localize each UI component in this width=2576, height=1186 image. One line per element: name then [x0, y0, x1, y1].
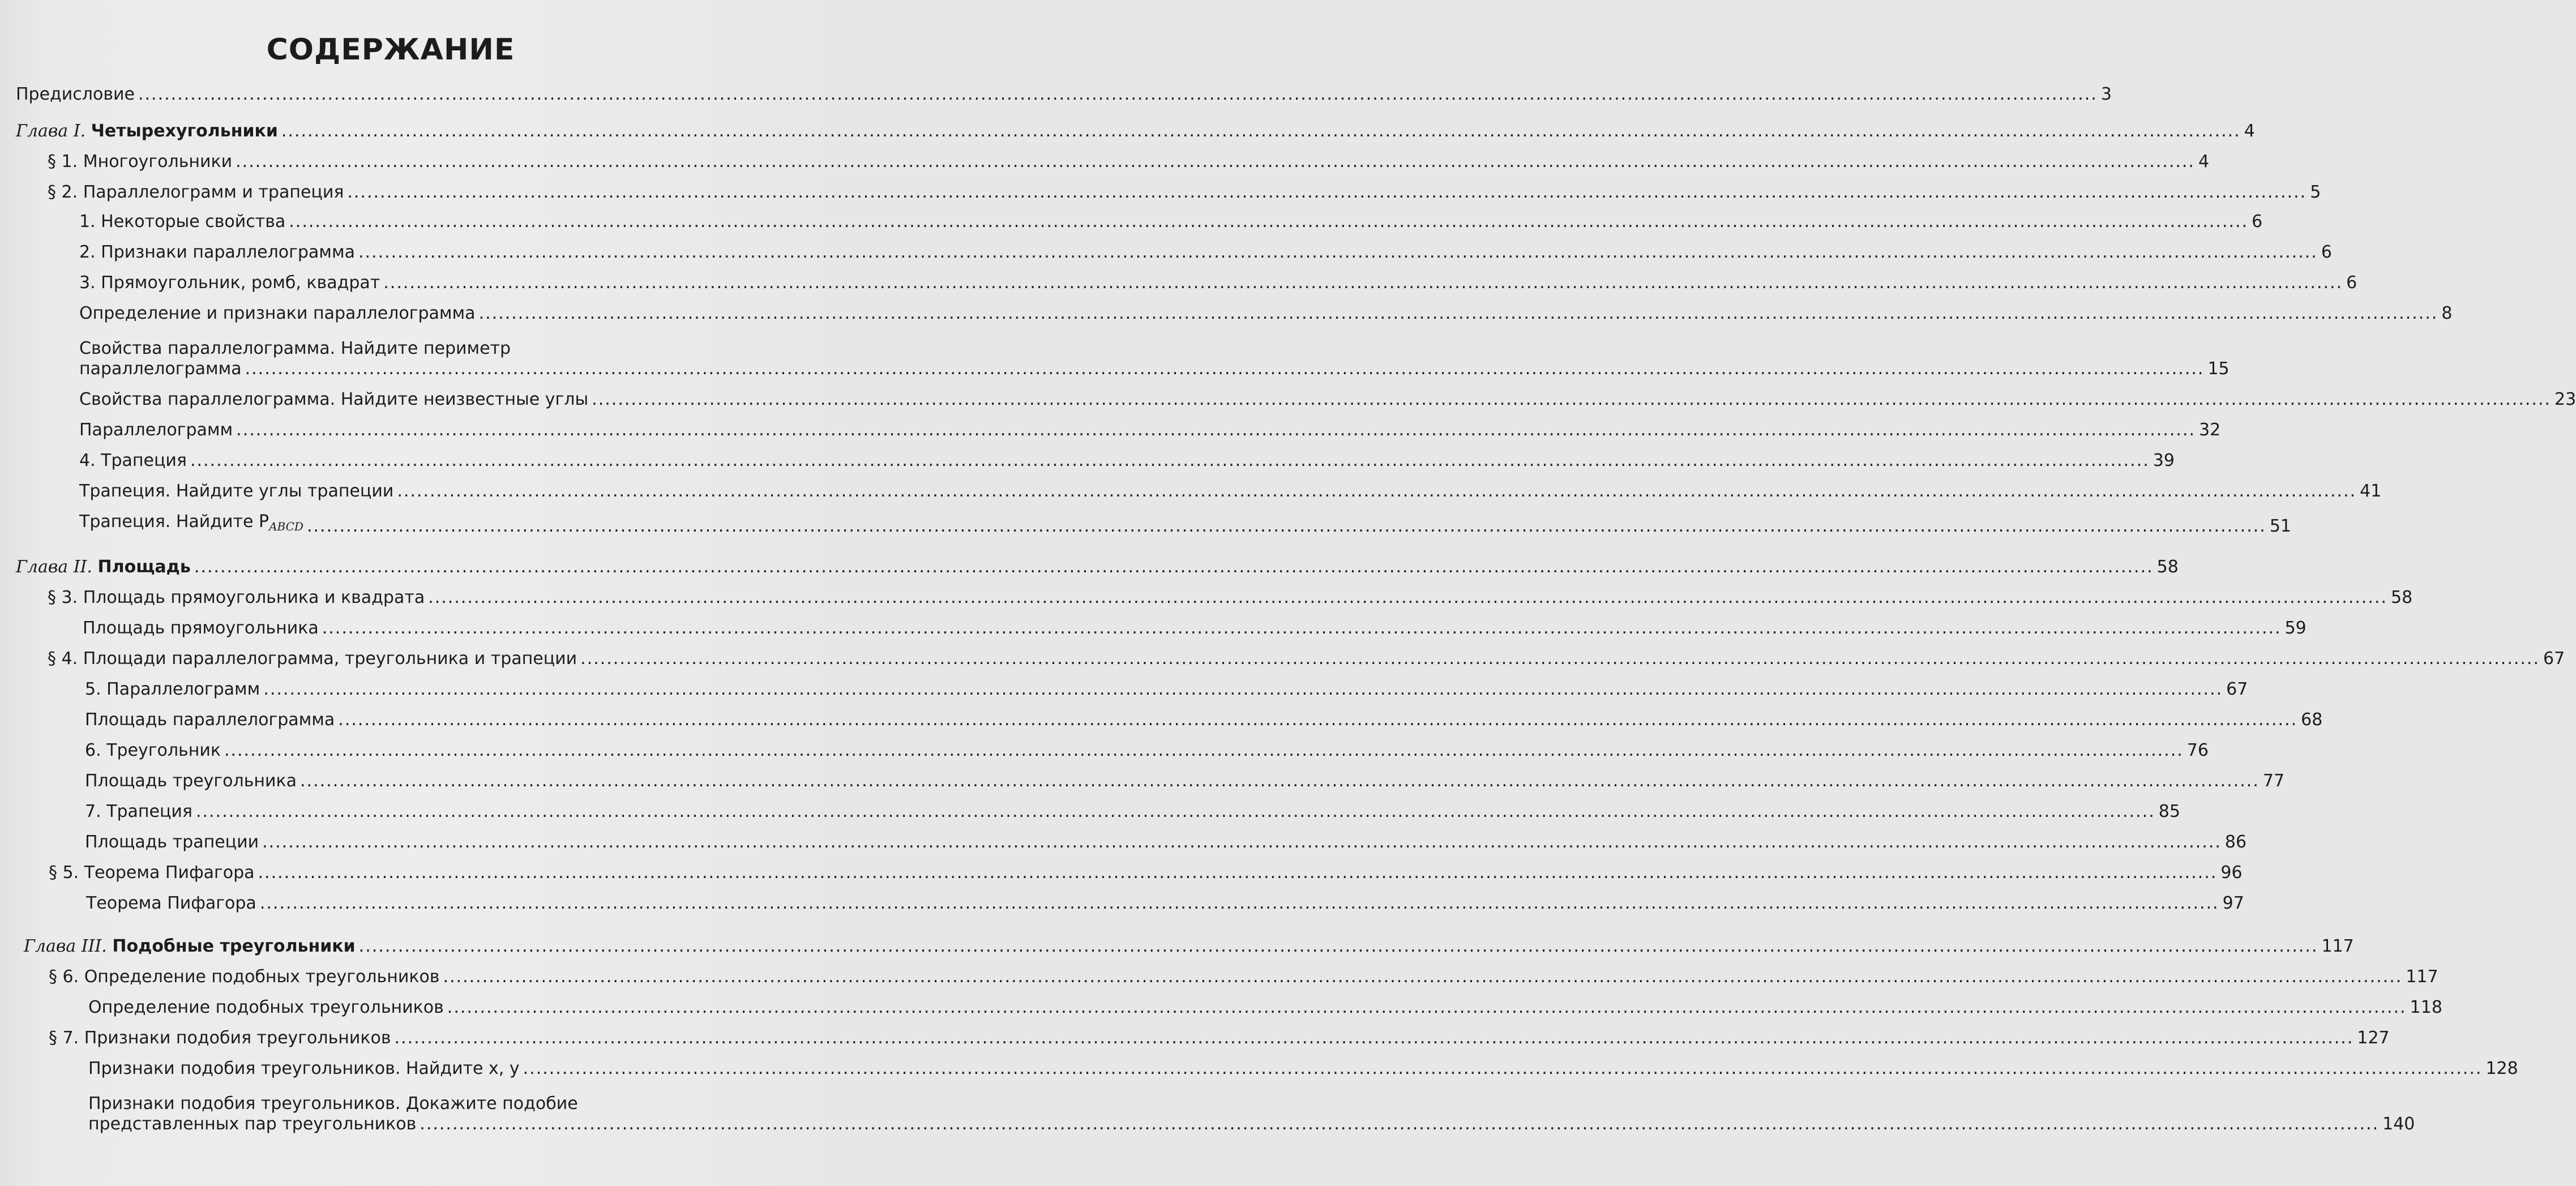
dot-leader: ............................................................................................................................................................................................................................................................................................................ — [447, 997, 2407, 1017]
dot-leader: ............................................................................................................................................................................................................................................................................................................ — [420, 1114, 2380, 1134]
entry-title-line1: Признаки подобия треугольников. Докажите подобие — [88, 1094, 578, 1114]
entry-title — [88, 1114, 416, 1134]
entry-title-text: 4. Трапеция — [79, 451, 187, 470]
dot-leader: ............................................................................................................................................................................................................................................................................................................ — [195, 802, 2155, 821]
toc-entry — [88, 1094, 2415, 1134]
entry-title — [49, 967, 439, 987]
dot-leader: ............................................................................................................................................................................................................................................................................................................ — [263, 679, 2223, 699]
dot-leader: ............................................................................................................................................................................................................................................................................................................ — [289, 212, 2249, 232]
entry-title-text: § 6. Определение подобных треугольников — [49, 967, 440, 987]
entry-title-text: Определение и признаки параллелограмма — [79, 303, 476, 323]
page-number: 5 — [2310, 182, 2321, 202]
page-number: 59 — [2284, 618, 2307, 638]
entry-title-text: представленных пар треугольников — [88, 1114, 417, 1134]
dot-leader: ............................................................................................................................................................................................................................................................................................................ — [478, 303, 2438, 323]
chapter-entry — [16, 121, 2255, 142]
page-number: 4 — [2198, 152, 2210, 172]
entry-title-text: 1. Некоторые свойства — [79, 212, 286, 232]
page-number: 32 — [2199, 420, 2221, 440]
entry-title-text: § 7. Признаки подобия треугольников — [49, 1028, 391, 1048]
entry-title — [48, 182, 344, 203]
entry-title — [49, 863, 255, 883]
toc-entry — [85, 679, 2248, 700]
entry-title-text: 7. Трапеция — [85, 802, 192, 821]
page-number: 58 — [2156, 557, 2179, 577]
entry-title — [48, 152, 232, 172]
dot-leader: ............................................................................................................................................................................................................................................................................................................ — [190, 451, 2150, 470]
entry-title-text: Определение подобных треугольников — [88, 997, 444, 1017]
toc-entry — [88, 997, 2442, 1018]
entry-title-text: Площадь прямоугольника — [83, 618, 319, 638]
dot-leader: ............................................................................................................................................................................................................................................................................................................ — [338, 710, 2298, 730]
page-number: 41 — [2360, 481, 2382, 501]
toc-entry — [48, 649, 2565, 669]
entry-title — [16, 84, 135, 105]
page-number: 77 — [2262, 771, 2285, 791]
toc-entry — [85, 710, 2323, 730]
dot-leader: ............................................................................................................................................................................................................................................................................................................ — [259, 893, 2219, 913]
toc-entry — [16, 84, 2112, 105]
entry-title — [83, 618, 319, 639]
entry-title — [79, 389, 588, 410]
chapter-name: Площадь — [97, 557, 191, 577]
entry-title-text: § 3. Площадь прямоугольника и квадрата — [48, 588, 425, 607]
dot-leader: ............................................................................................................................................................................................................................................................................................................ — [592, 389, 2552, 409]
toc-entry — [85, 832, 2247, 853]
page-number: 6 — [2252, 212, 2263, 232]
toc-entry — [79, 242, 2332, 263]
entry-title — [79, 512, 303, 537]
page-number: 68 — [2301, 710, 2323, 730]
entry-title — [79, 451, 187, 471]
page-number: 15 — [2207, 359, 2230, 379]
toc-entry — [83, 618, 2307, 639]
dot-leader: ............................................................................................................................................................................................................................................................................................................ — [236, 152, 2195, 172]
page-number: 117 — [2321, 936, 2354, 956]
dot-leader: ............................................................................................................................................................................................................................................................................................................ — [281, 121, 2241, 141]
toc-entry — [49, 967, 2438, 987]
toc-entry — [79, 389, 2576, 410]
page-number: 23 — [2554, 389, 2576, 409]
toc-entry — [88, 1059, 2518, 1079]
entry-title-text: § 4. Площади параллелограмма, треугольника и трапеции — [48, 649, 577, 669]
entry-title — [48, 649, 577, 669]
chapter-number: Глава III. — [24, 936, 107, 956]
chapter-entry — [16, 557, 2179, 577]
subscript: ABCD — [269, 520, 303, 533]
page-number: 140 — [2382, 1114, 2415, 1134]
entry-title-text: параллелограмма — [79, 359, 242, 379]
dot-leader: ............................................................................................................................................................................................................................................................................................................ — [306, 516, 2266, 536]
entry-title — [79, 481, 393, 502]
dot-leader: ............................................................................................................................................................................................................................................................................................................ — [347, 182, 2307, 202]
entry-title — [85, 740, 221, 761]
entry-title — [79, 212, 285, 232]
entry-title — [48, 588, 425, 608]
toc-entry — [79, 212, 2263, 232]
toc-entry — [79, 451, 2175, 471]
entry-title — [79, 359, 242, 379]
toc-entry — [49, 863, 2243, 883]
page-number: 8 — [2441, 303, 2453, 323]
toc-entry — [86, 893, 2244, 914]
entry-title-text: § 5. Теорема Пифагора — [49, 863, 255, 883]
entry-title-text: Трапеция. Найдите P — [79, 512, 269, 532]
entry-title-text: § 1. Многоугольники — [48, 152, 233, 172]
dot-leader: ............................................................................................................................................................................................................................................................................................................ — [443, 967, 2403, 987]
entry-title-text: Теорема Пифагора — [86, 893, 256, 913]
entry-title-text: Предисловие — [16, 84, 135, 104]
page-number: 39 — [2153, 451, 2175, 470]
page-number: 67 — [2543, 649, 2565, 669]
entry-title-text: Свойства параллелограмма. Найдите неизвестные углы — [79, 389, 589, 409]
page-number: 58 — [2391, 588, 2413, 607]
dot-leader: ............................................................................................................................................................................................................................................................................................................ — [322, 618, 2282, 638]
entry-title-text: Площадь треугольника — [85, 771, 297, 791]
entry-title-text: Площадь параллелограмма — [85, 710, 335, 730]
dot-leader: ............................................................................................................................................................................................................................................................................................................ — [580, 649, 2540, 669]
entry-title — [85, 802, 192, 822]
chapter-title — [16, 121, 278, 142]
dot-leader: ............................................................................................................................................................................................................................................................................................................ — [138, 84, 2098, 104]
entry-title — [79, 420, 233, 440]
chapter-number: Глава II. — [16, 557, 92, 577]
page-number: 118 — [2410, 997, 2442, 1017]
page-number: 3 — [2100, 84, 2112, 104]
page-title: СОДЕРЖАНИЕ — [266, 33, 515, 67]
toc-entry — [85, 771, 2285, 791]
page-number: 117 — [2406, 967, 2438, 987]
toc-entry — [85, 740, 2209, 761]
entry-title — [85, 771, 297, 791]
entry-title — [79, 303, 476, 324]
toc-entry — [79, 512, 2291, 537]
entry-title — [79, 273, 380, 293]
entry-title — [85, 832, 259, 853]
toc-entry — [48, 588, 2413, 608]
chapter-title — [16, 557, 191, 577]
toc-entry — [79, 339, 2230, 379]
entry-title — [88, 1059, 520, 1079]
dot-leader: ............................................................................................................................................................................................................................................................................................................ — [236, 420, 2196, 440]
dot-leader: ............................................................................................................................................................................................................................................................................................................ — [428, 588, 2388, 607]
page-number: 86 — [2224, 832, 2247, 852]
dot-leader: ............................................................................................................................................................................................................................................................................................................ — [258, 863, 2218, 883]
entry-title — [86, 893, 256, 914]
entry-title-line1: Свойства параллелограмма. Найдите периметр — [79, 339, 511, 358]
page-number: 85 — [2158, 802, 2180, 821]
entry-title — [85, 679, 260, 700]
dot-leader: ............................................................................................................................................................................................................................................................................................................ — [358, 936, 2318, 956]
page-number: 97 — [2222, 893, 2244, 913]
toc-entry — [85, 802, 2180, 822]
toc-entry — [48, 182, 2321, 203]
dot-leader: ............................................................................................................................................................................................................................................................................................................ — [394, 1028, 2354, 1048]
chapter-number: Глава I. — [16, 121, 86, 141]
toc-entry — [79, 420, 2221, 440]
page-number: 4 — [2244, 121, 2255, 141]
page-number: 67 — [2226, 679, 2248, 699]
page-number: 6 — [2346, 273, 2357, 293]
toc-entry — [79, 303, 2453, 324]
entry-title — [79, 242, 355, 263]
dot-leader: ............................................................................................................................................................................................................................................................................................................ — [194, 557, 2154, 577]
page-number: 128 — [2485, 1059, 2518, 1078]
dot-leader: ............................................................................................................................................................................................................................................................................................................ — [224, 740, 2184, 760]
entry-title-text: Параллелограмм — [79, 420, 233, 440]
toc-entry — [79, 273, 2357, 293]
dot-leader: ............................................................................................................................................................................................................................................................................................................ — [523, 1059, 2483, 1078]
chapter-name: Четырехугольники — [91, 121, 278, 141]
entry-title-text: 5. Параллелограмм — [85, 679, 260, 699]
entry-title-text: § 2. Параллелограмм и трапеция — [48, 182, 344, 202]
page-number: 6 — [2321, 242, 2332, 262]
chapter-name: Подобные треугольники — [112, 936, 356, 956]
page-number: 76 — [2186, 740, 2209, 760]
entry-title — [49, 1028, 391, 1048]
toc-entry — [79, 481, 2382, 502]
toc-entry — [48, 152, 2210, 172]
dot-leader: ............................................................................................................................................................................................................................................................................................................ — [397, 481, 2357, 501]
page-number: 96 — [2220, 863, 2243, 883]
toc-entry — [49, 1028, 2390, 1048]
entry-title-text: Трапеция. Найдите углы трапеции — [79, 481, 394, 501]
dot-leader: ............................................................................................................................................................................................................................................................................................................ — [358, 242, 2318, 262]
dot-leader: ............................................................................................................................................................................................................................................................................................................ — [245, 359, 2205, 379]
page-number: 127 — [2357, 1028, 2390, 1048]
chapter-title — [24, 936, 356, 957]
entry-title-text: Площадь трапеции — [85, 832, 259, 852]
page-number: 51 — [2269, 516, 2291, 536]
entry-title — [85, 710, 335, 730]
entry-title — [88, 997, 444, 1018]
dot-leader: ............................................................................................................................................................................................................................................................................................................ — [383, 273, 2343, 293]
chapter-entry — [24, 936, 2354, 957]
entry-title-text: Признаки подобия треугольников. Найдите x, y — [88, 1059, 520, 1078]
entry-title-text: 3. Прямоугольник, ромб, квадрат — [79, 273, 380, 293]
entry-title-text: 2. Признаки параллелограмма — [79, 242, 355, 262]
dot-leader: ............................................................................................................................................................................................................................................................................................................ — [300, 771, 2260, 791]
dot-leader: ............................................................................................................................................................................................................................................................................................................ — [262, 832, 2222, 852]
entry-title-text: 6. Треугольник — [85, 740, 221, 760]
